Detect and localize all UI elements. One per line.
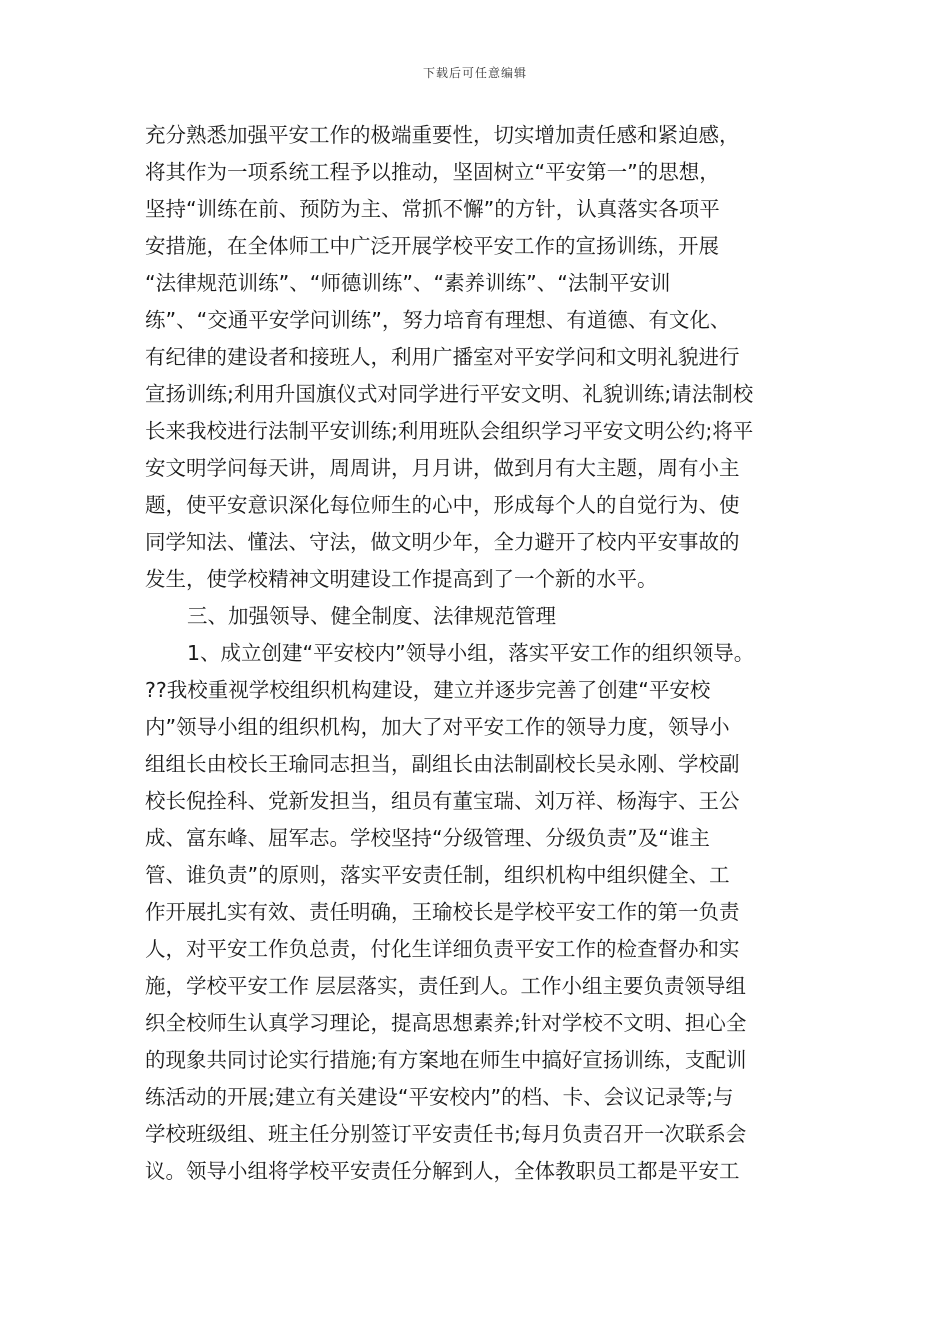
text-line: 充分熟悉加强平安工作的极端重要性，切实增加责任感和紧迫感，	[145, 123, 740, 147]
page-header-note: 下载后可任意编辑	[422, 66, 527, 80]
text-line: 校长倪拴科、党新发担当，组员有董宝瑞、刘万祥、杨海宇、王公	[145, 789, 740, 813]
text-line: 练”、“交通平安学问训练”，努力培育有理想、有道德、有文化、	[145, 308, 731, 332]
text-line: 同学知法、懂法、守法，做文明少年，全力避开了校内平安事故的	[145, 530, 740, 554]
text-line: 长来我校进行法制平安训练;利用班队会组织学习平安文明公约;将平	[145, 419, 754, 443]
text-line: ??我校重视学校组织机构建设，建立并逐步完善了创建“平安校	[145, 678, 711, 702]
subsection-heading: 1、成立创建“平安校内”领导小组，落实平安工作的组织领导。	[187, 641, 755, 665]
text-line: 组组长由校长王瑜同志担当，副组长由法制副校长吴永刚、学校副	[145, 752, 740, 776]
text-line: “法律规范训练”、“师德训练”、“素养训练”、“法制平安训	[145, 271, 671, 295]
text-line: 安文明学问每天讲，周周讲，月月讲，做到月有大主题，周有小主	[145, 456, 740, 480]
text-line: 人，对平安工作负总责，付化生详细负责平安工作的检查督办和实	[145, 937, 740, 961]
text-line: 织全校师生认真学习理论，提高思想素养;针对学校不文明、担心全	[145, 1011, 747, 1035]
text-line: 发生，使学校精神文明建设工作提高到了一个新的水平。	[145, 567, 658, 591]
text-line: 题，使平安意识深化每位师生的心中，形成每个人的自觉行为、使	[145, 493, 740, 517]
text-line: 管、谁负责”的原则，落实平安责任制，组织机构中组织健全、工	[145, 863, 730, 887]
text-line: 坚持“训练在前、预防为主、常抓不懈”的方针，认真落实各项平	[145, 197, 720, 221]
text-line: 宣扬训练;利用升国旗仪式对同学进行平安文明、礼貌训练;请法制校	[145, 382, 754, 406]
text-line: 议。领导小组将学校平安责任分解到人，全体教职员工都是平安工	[145, 1159, 740, 1183]
text-line: 施，学校平安工作 层层落实，责任到人。工作小组主要负责领导组	[145, 974, 747, 998]
section-heading: 三、加强领导、健全制度、法律规范管理	[187, 604, 556, 628]
text-line: 作开展扎实有效、责任明确，王瑜校长是学校平安工作的第一负责	[145, 900, 740, 924]
text-line: 学校班级组、班主任分别签订平安责任书;每月负责召开一次联系会	[145, 1122, 747, 1146]
body-text	[145, 117, 815, 1190]
text-line: 有纪律的建设者和接班人，利用广播室对平安学问和文明礼貌进行	[145, 345, 740, 369]
text-line: 安措施，在全体师工中广泛开展学校平安工作的宣扬训练，开展	[145, 234, 719, 258]
text-line: 内”领导小组的组织机构，加大了对平安工作的领导力度，领导小	[145, 715, 730, 739]
text-line: 成、富东峰、屈军志。学校坚持“分级管理、分级负责”及“谁主	[145, 826, 710, 850]
text-line: 将其作为一项系统工程予以推动，坚固树立“平安第一”的思想，	[145, 160, 720, 184]
text-line: 练活动的开展;建立有关建设“平安校内”的档、卡、会议记录等;与	[145, 1085, 734, 1109]
text-line: 的现象共同讨论实行措施;有方案地在师生中搞好宣扬训练，支配训	[145, 1048, 747, 1072]
